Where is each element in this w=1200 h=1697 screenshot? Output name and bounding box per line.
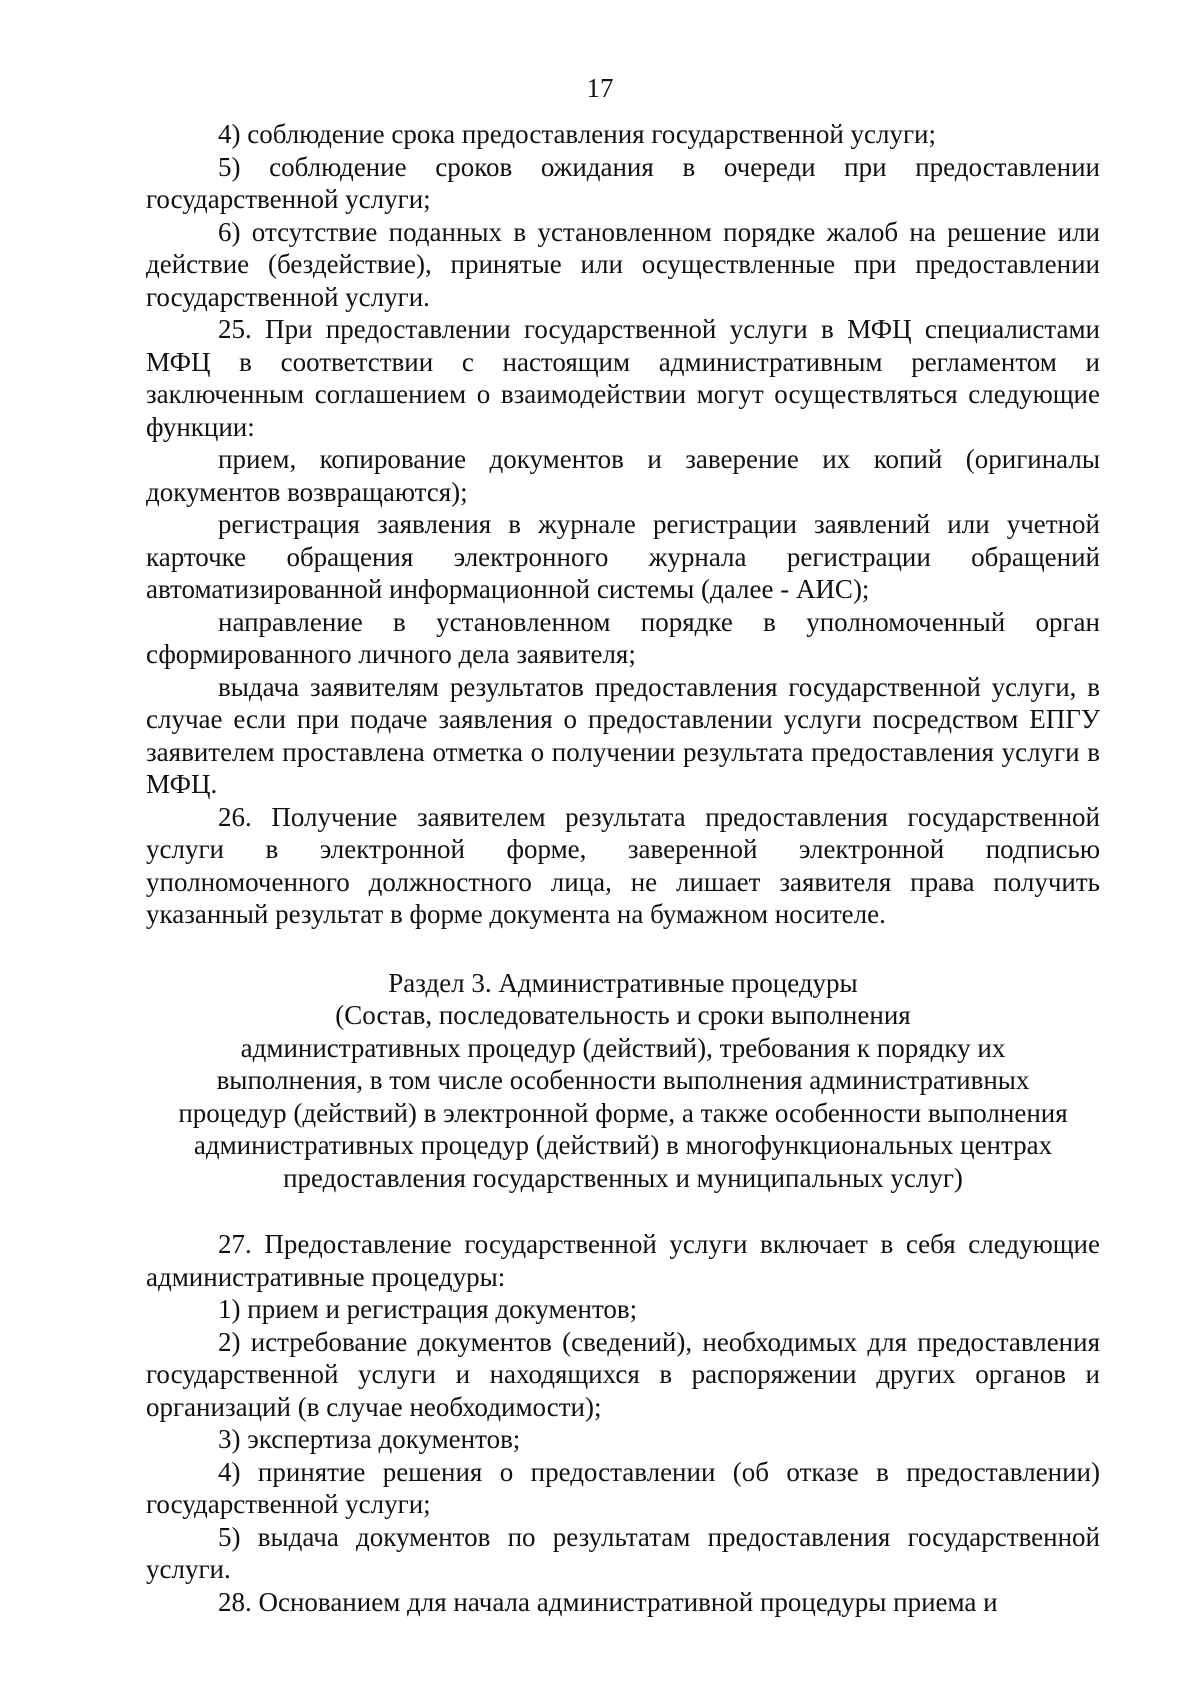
- section-title: Раздел 3. Административные процедуры: [388, 967, 858, 998]
- paragraph-25: 25. При предоставлении государственной услуги в МФЦ специалистами МФЦ в соответствии с настоящим административным регламентом и заключенным соглашением о взаимодействии могут осуществляться следующие функции:: [146, 314, 1100, 442]
- section-subtitle-line-1: (Состав, последовательность и сроки выполнения: [335, 1000, 911, 1030]
- paragraph-27-item-1: 1) прием и регистрация документов;: [218, 1294, 638, 1324]
- paragraph-27-item-5: 5) выдача документов по результатам предоставления государственной услуги.: [146, 1521, 1100, 1584]
- paragraph-27-item-4: 4) принятие решения о предоставлении (об отказе в предоставлении) государственной услуги;: [146, 1456, 1100, 1519]
- paragraph-25-function-4: выдача заявителям результатов предоставления государственной услуги, в случае если при подаче заявления о предоставлении услуги посредством ЕПГУ заявителем проставлена отметка о получении результата предоставления услуги в МФЦ.: [146, 671, 1100, 799]
- section-subtitle-line-2: административных процедур (действий), требования к порядку их: [240, 1032, 1006, 1063]
- paragraph-28: 28. Основанием для начала административной процедуры приема и: [218, 1586, 998, 1617]
- paragraph-26: 26. Получение заявителем результата предоставления государственной услуги в электронной форме, заверенной электронной подписью уполномоченного должностного лица, не лишает заявителя права получить указанный результат в форме документа на бумажном носителе.: [146, 801, 1100, 929]
- section-heading: [146, 967, 1100, 1195]
- paragraph-item-5: 5) соблюдение сроков ожидания в очереди при предоставлении государственной услуги;: [146, 151, 1100, 214]
- paragraph-item-6: 6) отсутствие поданных в установленном порядке жалоб на решение или действие (бездействие), принятые или осуществленные при предоставлении государственной услуги.: [146, 216, 1100, 312]
- paragraph-27-item-2: 2) истребование документов (сведений), необходимых для предоставления государственной услуги и находящихся в распоряжении других органов и организаций (в случае необходимости);: [146, 1326, 1100, 1422]
- section-subtitle-line-3: выполнения, в том числе особенности выполнения административных: [216, 1065, 1030, 1095]
- section-subtitle-line-5: административных процедур (действий) в многофункциональных центрах: [193, 1130, 1053, 1160]
- paragraph-27: 27. Предоставление государственной услуги включает в себя следующие административные процедуры:: [146, 1229, 1100, 1292]
- paragraph-25-function-1: прием, копирование документов и заверение их копий (оригиналы документов возвращаются);: [146, 444, 1100, 507]
- paragraph-27-item-3: 3) экспертиза документов;: [218, 1424, 521, 1454]
- paragraph-25-function-2: регистрация заявления в журнале регистрации заявлений или учетной карточке обращения электронного журнала регистрации обращений автоматизированной информационной системы (далее - АИС);: [146, 509, 1100, 604]
- paragraph-25-function-3: направление в установленном порядке в уполномоченный орган сформированного личного дела заявителя;: [146, 606, 1100, 669]
- section-subtitle-line-4: процедур (действий) в электронной форме, а также особенности выполнения: [178, 1097, 1068, 1128]
- paragraph-item-4: 4) соблюдение срока предоставления государственной услуги;: [218, 119, 937, 149]
- document-body: [146, 118, 1100, 1618]
- page-number: 17: [586, 73, 614, 103]
- section-subtitle-line-6: предоставления государственных и муниципальных услуг): [283, 1162, 963, 1193]
